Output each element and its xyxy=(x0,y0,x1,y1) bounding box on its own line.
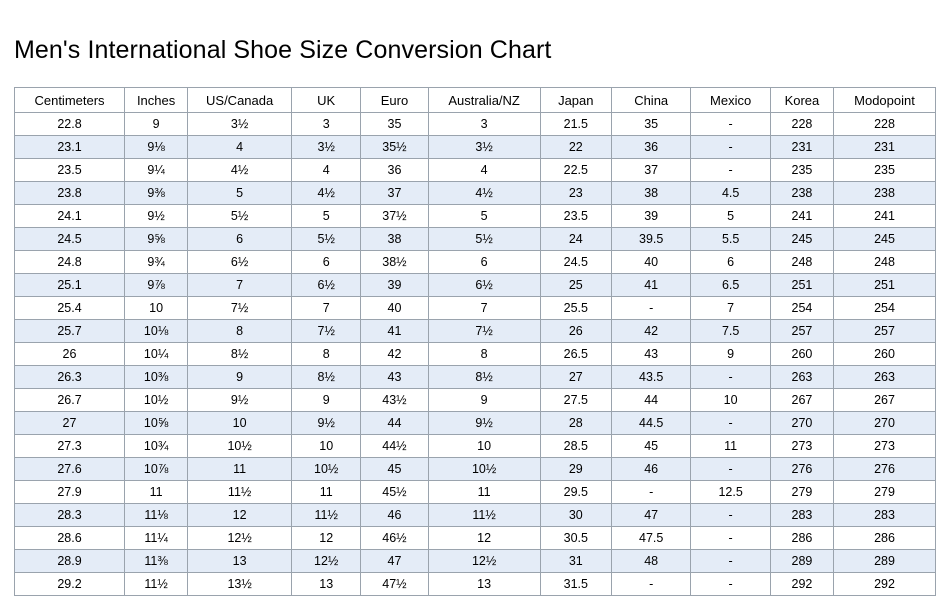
table-cell: 23 xyxy=(540,182,611,205)
table-cell: 45½ xyxy=(361,481,428,504)
table-cell: 273 xyxy=(770,435,833,458)
table-cell: 12½ xyxy=(292,550,361,573)
table-cell: 30 xyxy=(540,504,611,527)
table-row xyxy=(15,366,936,389)
table-cell: 43½ xyxy=(361,389,428,412)
table-cell: 7 xyxy=(691,297,770,320)
table-cell: 9 xyxy=(691,343,770,366)
table-cell: 4 xyxy=(188,136,292,159)
table-cell: 24.5 xyxy=(15,228,125,251)
table-row xyxy=(15,297,936,320)
table-cell: 44.5 xyxy=(611,412,690,435)
table-cell: - xyxy=(691,458,770,481)
column-header: Japan xyxy=(540,88,611,113)
table-cell: 6 xyxy=(428,251,540,274)
table-cell: 23.1 xyxy=(15,136,125,159)
table-cell: 45 xyxy=(611,435,690,458)
table-row xyxy=(15,205,936,228)
table-cell: 28 xyxy=(540,412,611,435)
table-cell: 39.5 xyxy=(611,228,690,251)
table-cell: 10½ xyxy=(292,458,361,481)
table-cell: 23.5 xyxy=(540,205,611,228)
table-cell: 248 xyxy=(834,251,936,274)
table-cell: 231 xyxy=(834,136,936,159)
table-header xyxy=(15,88,936,113)
table-cell: 31 xyxy=(540,550,611,573)
table-cell: 24 xyxy=(540,228,611,251)
table-row xyxy=(15,527,936,550)
table-cell: 11 xyxy=(292,481,361,504)
table-cell: 279 xyxy=(770,481,833,504)
table-cell: 4½ xyxy=(428,182,540,205)
column-header: Euro xyxy=(361,88,428,113)
table-cell: 283 xyxy=(770,504,833,527)
table-row xyxy=(15,136,936,159)
table-cell: 13 xyxy=(428,573,540,596)
table-cell: 5 xyxy=(691,205,770,228)
table-cell: 31.5 xyxy=(540,573,611,596)
table-cell: 26.7 xyxy=(15,389,125,412)
table-cell: 260 xyxy=(834,343,936,366)
table-row xyxy=(15,182,936,205)
table-row xyxy=(15,113,936,136)
table-cell: 238 xyxy=(834,182,936,205)
table-cell: 24.5 xyxy=(540,251,611,274)
table-cell: 29.5 xyxy=(540,481,611,504)
table-cell: 13½ xyxy=(188,573,292,596)
table-row xyxy=(15,573,936,596)
table-cell: 35½ xyxy=(361,136,428,159)
table-cell: 3 xyxy=(292,113,361,136)
table-cell: 8½ xyxy=(428,366,540,389)
table-cell: 238 xyxy=(770,182,833,205)
table-cell: 9¼ xyxy=(125,159,188,182)
table-cell: 4 xyxy=(292,159,361,182)
column-header: Australia/NZ xyxy=(428,88,540,113)
table-cell: 26.3 xyxy=(15,366,125,389)
table-cell: 11½ xyxy=(428,504,540,527)
table-cell: 38 xyxy=(611,182,690,205)
table-cell: 5½ xyxy=(428,228,540,251)
table-cell: 38½ xyxy=(361,251,428,274)
table-cell: 6 xyxy=(292,251,361,274)
table-cell: 9½ xyxy=(125,205,188,228)
table-cell: 8½ xyxy=(292,366,361,389)
table-cell: 276 xyxy=(770,458,833,481)
table-cell: 23.5 xyxy=(15,159,125,182)
table-cell: - xyxy=(691,159,770,182)
table-cell: 10½ xyxy=(428,458,540,481)
table-cell: 26 xyxy=(15,343,125,366)
table-cell: 257 xyxy=(770,320,833,343)
table-cell: 24.8 xyxy=(15,251,125,274)
table-cell: 36 xyxy=(361,159,428,182)
table-cell: 22.8 xyxy=(15,113,125,136)
table-cell: 286 xyxy=(770,527,833,550)
table-cell: 12½ xyxy=(428,550,540,573)
table-row xyxy=(15,274,936,297)
table-cell: 48 xyxy=(611,550,690,573)
table-cell: 6 xyxy=(188,228,292,251)
table-cell: - xyxy=(691,113,770,136)
table-cell: 7.5 xyxy=(691,320,770,343)
table-row xyxy=(15,159,936,182)
table-cell: 12 xyxy=(188,504,292,527)
table-cell: 9⅝ xyxy=(125,228,188,251)
column-header: Inches xyxy=(125,88,188,113)
column-header: Modopoint xyxy=(834,88,936,113)
table-cell: 43.5 xyxy=(611,366,690,389)
table-cell: 22 xyxy=(540,136,611,159)
table-cell: 270 xyxy=(834,412,936,435)
table-cell: 29.2 xyxy=(15,573,125,596)
table-cell: 8 xyxy=(428,343,540,366)
table-cell: 11½ xyxy=(292,504,361,527)
table-cell: 21.5 xyxy=(540,113,611,136)
table-cell: 27 xyxy=(15,412,125,435)
table-cell: 8 xyxy=(188,320,292,343)
table-cell: 7½ xyxy=(428,320,540,343)
table-cell: - xyxy=(611,297,690,320)
table-cell: 35 xyxy=(611,113,690,136)
size-chart-container xyxy=(0,65,950,596)
table-cell: 37 xyxy=(361,182,428,205)
table-cell: 9⅛ xyxy=(125,136,188,159)
column-header: China xyxy=(611,88,690,113)
table-cell: 5 xyxy=(188,182,292,205)
table-cell: - xyxy=(691,504,770,527)
table-cell: 38 xyxy=(361,228,428,251)
table-cell: 254 xyxy=(834,297,936,320)
table-cell: 11 xyxy=(691,435,770,458)
column-header: UK xyxy=(292,88,361,113)
table-cell: 10 xyxy=(428,435,540,458)
table-cell: 25.5 xyxy=(540,297,611,320)
table-cell: 39 xyxy=(611,205,690,228)
table-cell: 9½ xyxy=(188,389,292,412)
table-cell: 9½ xyxy=(292,412,361,435)
table-cell: 228 xyxy=(834,113,936,136)
table-cell: 25.4 xyxy=(15,297,125,320)
table-row xyxy=(15,481,936,504)
table-cell: 267 xyxy=(770,389,833,412)
table-cell: 263 xyxy=(834,366,936,389)
table-cell: 7 xyxy=(292,297,361,320)
table-cell: 10½ xyxy=(125,389,188,412)
table-cell: 9 xyxy=(428,389,540,412)
table-cell: 6 xyxy=(691,251,770,274)
table-cell: 5 xyxy=(428,205,540,228)
table-cell: 29 xyxy=(540,458,611,481)
table-cell: - xyxy=(691,366,770,389)
table-row xyxy=(15,228,936,251)
column-header: Korea xyxy=(770,88,833,113)
column-header: Centimeters xyxy=(15,88,125,113)
table-cell: 5.5 xyxy=(691,228,770,251)
table-cell: 235 xyxy=(770,159,833,182)
page-title: Men's International Shoe Size Conversion Chart xyxy=(14,36,552,64)
table-cell: 28.9 xyxy=(15,550,125,573)
table-row xyxy=(15,343,936,366)
table-cell: 9¾ xyxy=(125,251,188,274)
table-cell: 35 xyxy=(361,113,428,136)
table-row xyxy=(15,251,936,274)
table-cell: 257 xyxy=(834,320,936,343)
table-cell: 24.1 xyxy=(15,205,125,228)
table-cell: 28.3 xyxy=(15,504,125,527)
table-cell: 9⅜ xyxy=(125,182,188,205)
table-cell: - xyxy=(691,136,770,159)
table-cell: - xyxy=(691,527,770,550)
table-cell: 235 xyxy=(834,159,936,182)
table-cell: 9 xyxy=(292,389,361,412)
table-cell: 43 xyxy=(361,366,428,389)
table-cell: 10 xyxy=(292,435,361,458)
table-cell: 248 xyxy=(770,251,833,274)
table-cell: 267 xyxy=(834,389,936,412)
table-cell: 13 xyxy=(292,573,361,596)
column-header: Mexico xyxy=(691,88,770,113)
table-cell: 27.5 xyxy=(540,389,611,412)
table-cell: 11 xyxy=(188,458,292,481)
table-cell: 8½ xyxy=(188,343,292,366)
table-cell: 36 xyxy=(611,136,690,159)
table-cell: 7 xyxy=(188,274,292,297)
table-cell: 13 xyxy=(188,550,292,573)
table-cell: 11 xyxy=(125,481,188,504)
table-cell: 292 xyxy=(834,573,936,596)
table-cell: 11⅛ xyxy=(125,504,188,527)
table-cell: 37 xyxy=(611,159,690,182)
table-cell: 9⅞ xyxy=(125,274,188,297)
table-cell: 286 xyxy=(834,527,936,550)
table-cell: 44½ xyxy=(361,435,428,458)
table-cell: 10¼ xyxy=(125,343,188,366)
table-cell: 30.5 xyxy=(540,527,611,550)
table-cell: 28.5 xyxy=(540,435,611,458)
table-cell: 6.5 xyxy=(691,274,770,297)
table-cell: 292 xyxy=(770,573,833,596)
table-cell: 270 xyxy=(770,412,833,435)
table-cell: 12 xyxy=(292,527,361,550)
table-cell: - xyxy=(691,412,770,435)
table-cell: 42 xyxy=(611,320,690,343)
table-cell: 3½ xyxy=(292,136,361,159)
shoe-size-conversion-table xyxy=(14,87,936,596)
table-cell: 42 xyxy=(361,343,428,366)
table-cell: 3 xyxy=(428,113,540,136)
table-cell: 11½ xyxy=(125,573,188,596)
table-cell: 39 xyxy=(361,274,428,297)
table-cell: 4.5 xyxy=(691,182,770,205)
table-cell: 276 xyxy=(834,458,936,481)
table-header-row xyxy=(15,88,936,113)
table-cell: 28.6 xyxy=(15,527,125,550)
table-cell: 47 xyxy=(611,504,690,527)
table-cell: 10⅞ xyxy=(125,458,188,481)
table-cell: 6½ xyxy=(428,274,540,297)
table-cell: 7 xyxy=(428,297,540,320)
table-cell: 27.6 xyxy=(15,458,125,481)
table-cell: 37½ xyxy=(361,205,428,228)
table-row xyxy=(15,412,936,435)
table-cell: 40 xyxy=(611,251,690,274)
table-row xyxy=(15,458,936,481)
table-row xyxy=(15,389,936,412)
table-cell: 6½ xyxy=(292,274,361,297)
table-cell: 4 xyxy=(428,159,540,182)
table-cell: 6½ xyxy=(188,251,292,274)
table-cell: 41 xyxy=(611,274,690,297)
table-cell: 9½ xyxy=(428,412,540,435)
table-cell: 43 xyxy=(611,343,690,366)
table-cell: 27 xyxy=(540,366,611,389)
table-cell: 25.1 xyxy=(15,274,125,297)
table-cell: 46 xyxy=(361,504,428,527)
table-cell: 46½ xyxy=(361,527,428,550)
table-row xyxy=(15,435,936,458)
table-cell: 25 xyxy=(540,274,611,297)
table-cell: 8 xyxy=(292,343,361,366)
table-cell: 47.5 xyxy=(611,527,690,550)
table-cell: 4½ xyxy=(292,182,361,205)
table-cell: 260 xyxy=(770,343,833,366)
table-cell: 273 xyxy=(834,435,936,458)
table-cell: 9 xyxy=(125,113,188,136)
table-cell: - xyxy=(691,573,770,596)
table-cell: 41 xyxy=(361,320,428,343)
table-cell: 47½ xyxy=(361,573,428,596)
table-cell: 10⅛ xyxy=(125,320,188,343)
table-cell: 44 xyxy=(611,389,690,412)
table-cell: 10¾ xyxy=(125,435,188,458)
table-cell: 12 xyxy=(428,527,540,550)
table-cell: 241 xyxy=(770,205,833,228)
table-cell: 4½ xyxy=(188,159,292,182)
table-cell: 251 xyxy=(834,274,936,297)
table-cell: 44 xyxy=(361,412,428,435)
table-cell: 10½ xyxy=(188,435,292,458)
table-cell: 3½ xyxy=(428,136,540,159)
table-cell: 11⅜ xyxy=(125,550,188,573)
table-cell: 7½ xyxy=(292,320,361,343)
table-cell: 251 xyxy=(770,274,833,297)
table-row xyxy=(15,320,936,343)
table-cell: 10⅝ xyxy=(125,412,188,435)
table-cell: 263 xyxy=(770,366,833,389)
table-cell: 47 xyxy=(361,550,428,573)
table-cell: 26 xyxy=(540,320,611,343)
table-cell: 11¼ xyxy=(125,527,188,550)
table-cell: 289 xyxy=(834,550,936,573)
table-cell: - xyxy=(691,550,770,573)
table-cell: 5 xyxy=(292,205,361,228)
table-body xyxy=(15,113,936,596)
table-cell: 27.3 xyxy=(15,435,125,458)
table-cell: 7½ xyxy=(188,297,292,320)
table-cell: 283 xyxy=(834,504,936,527)
table-cell: 25.7 xyxy=(15,320,125,343)
table-cell: 10 xyxy=(125,297,188,320)
table-cell: 5½ xyxy=(292,228,361,251)
table-cell: 22.5 xyxy=(540,159,611,182)
table-cell: 231 xyxy=(770,136,833,159)
table-cell: 9 xyxy=(188,366,292,389)
table-cell: 46 xyxy=(611,458,690,481)
column-header: US/Canada xyxy=(188,88,292,113)
table-cell: 27.9 xyxy=(15,481,125,504)
table-cell: 12.5 xyxy=(691,481,770,504)
table-cell: 245 xyxy=(770,228,833,251)
table-cell: - xyxy=(611,573,690,596)
table-cell: 26.5 xyxy=(540,343,611,366)
table-cell: 5½ xyxy=(188,205,292,228)
table-cell: 289 xyxy=(770,550,833,573)
table-row xyxy=(15,504,936,527)
table-cell: 241 xyxy=(834,205,936,228)
table-cell: 12½ xyxy=(188,527,292,550)
table-cell: 11 xyxy=(428,481,540,504)
table-cell: 254 xyxy=(770,297,833,320)
table-cell: 40 xyxy=(361,297,428,320)
table-cell: 228 xyxy=(770,113,833,136)
table-cell: - xyxy=(611,481,690,504)
table-row xyxy=(15,550,936,573)
table-cell: 10 xyxy=(188,412,292,435)
table-cell: 279 xyxy=(834,481,936,504)
table-cell: 45 xyxy=(361,458,428,481)
table-cell: 10⅜ xyxy=(125,366,188,389)
table-cell: 11½ xyxy=(188,481,292,504)
table-cell: 245 xyxy=(834,228,936,251)
table-cell: 3½ xyxy=(188,113,292,136)
table-cell: 23.8 xyxy=(15,182,125,205)
table-cell: 10 xyxy=(691,389,770,412)
